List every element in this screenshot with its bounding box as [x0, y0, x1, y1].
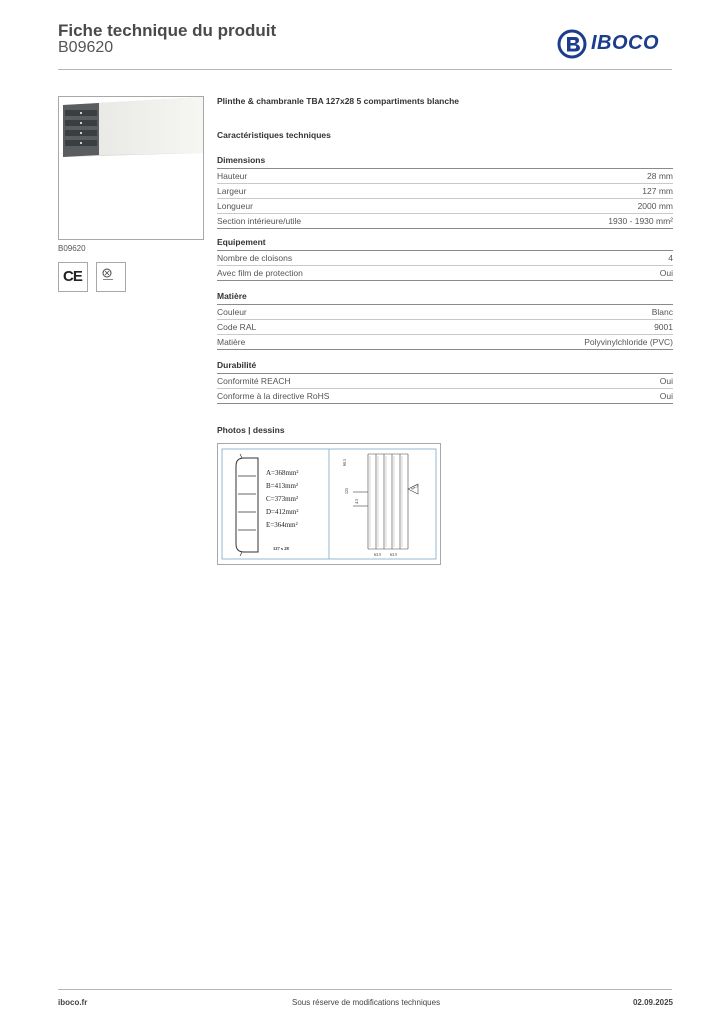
spec-value: Oui	[659, 268, 673, 278]
spec-value: Oui	[659, 391, 673, 401]
iboco-logo	[557, 29, 673, 59]
footer-website: iboco.fr	[58, 998, 88, 1007]
spec-row	[217, 389, 673, 404]
area-label: E=364mm²	[266, 521, 298, 529]
area-label: C=373mm²	[266, 495, 299, 503]
specs-heading: Caractéristiques techniques	[217, 130, 331, 140]
spec-value: 28 mm	[647, 171, 673, 181]
spec-label: Matière	[217, 337, 246, 347]
ce-mark-label: CE	[63, 268, 82, 285]
spec-group-title: Matière	[217, 291, 673, 305]
spec-group-sustainability	[217, 360, 673, 404]
area-label: B=413mm²	[266, 482, 299, 490]
spec-label: Nombre de cloisons	[217, 253, 293, 263]
dimension-label: 125	[344, 488, 349, 494]
dimension-label: 63.5	[374, 552, 381, 557]
spec-row	[217, 305, 673, 320]
spec-value: 1930 - 1930 mm²	[608, 216, 673, 226]
spec-label: Longueur	[217, 201, 253, 211]
spec-group-title: Dimensions	[217, 155, 673, 169]
product-photo	[58, 96, 204, 240]
spec-value: Oui	[659, 376, 673, 386]
dimension-label: 64.5	[410, 483, 419, 491]
spec-value: Polyvinylchloride (PVC)	[584, 337, 673, 347]
certification-mark	[96, 262, 126, 292]
product-code: B09620	[58, 39, 114, 56]
spec-group-dimensions	[217, 155, 673, 229]
spec-label: Avec film de protection	[217, 268, 303, 278]
spec-value: 2000 mm	[637, 201, 673, 211]
iboco-logo-icon	[557, 29, 587, 59]
area-label: D=412mm²	[266, 508, 299, 516]
cable-duct-illustration	[59, 97, 203, 239]
spec-row	[217, 251, 673, 266]
spec-row	[217, 374, 673, 389]
spec-group-title: Durabilité	[217, 360, 673, 374]
spec-value: 4	[668, 253, 673, 263]
spec-value: 9001	[654, 322, 673, 332]
spec-row	[217, 214, 673, 229]
spec-label: Conformité REACH	[217, 376, 291, 386]
footer-date: 02.09.2025	[632, 998, 673, 1007]
spec-label: Code RAL	[217, 322, 257, 332]
spec-row	[217, 184, 673, 199]
spec-row	[217, 320, 673, 335]
photos-heading: Photos | dessins	[217, 425, 285, 435]
spec-row	[217, 335, 673, 350]
spec-group-equipment	[217, 237, 673, 281]
dimension-label: 60.5	[342, 459, 347, 466]
spec-value: 127 mm	[642, 186, 673, 196]
document-title: Fiche technique du produit	[58, 21, 277, 40]
technical-drawing	[217, 443, 441, 565]
product-reference: B09620	[58, 244, 86, 253]
spec-label: Section intérieure/utile	[217, 216, 302, 226]
footer-disclaimer: Sous réserve de modifications techniques	[292, 998, 441, 1007]
product-name: Plinthe & chambranle TBA 127x28 5 compartiments blanche	[217, 96, 460, 106]
spec-group-material	[217, 291, 673, 350]
footer-divider	[58, 989, 672, 990]
spec-label: Couleur	[217, 307, 247, 317]
spec-label: Hauteur	[217, 171, 248, 181]
dimension-label: 63.5	[390, 552, 397, 557]
technical-drawing-svg	[218, 444, 440, 564]
spec-row	[217, 266, 673, 281]
spec-label: Conforme à la directive RoHS	[217, 391, 330, 401]
spec-row	[217, 169, 673, 184]
size-label: 127 x 28	[273, 546, 289, 551]
ce-mark	[58, 262, 88, 292]
dimension-label: 4.5	[354, 499, 359, 504]
header-divider	[58, 69, 672, 70]
brand-name: IBOCO	[591, 32, 660, 54]
spec-label: Largeur	[217, 186, 247, 196]
spec-group-title: Equipement	[217, 237, 673, 251]
certification-icon	[97, 263, 125, 291]
spec-value: Blanc	[651, 307, 673, 317]
area-label: A=368mm²	[266, 469, 299, 477]
spec-row	[217, 199, 673, 214]
